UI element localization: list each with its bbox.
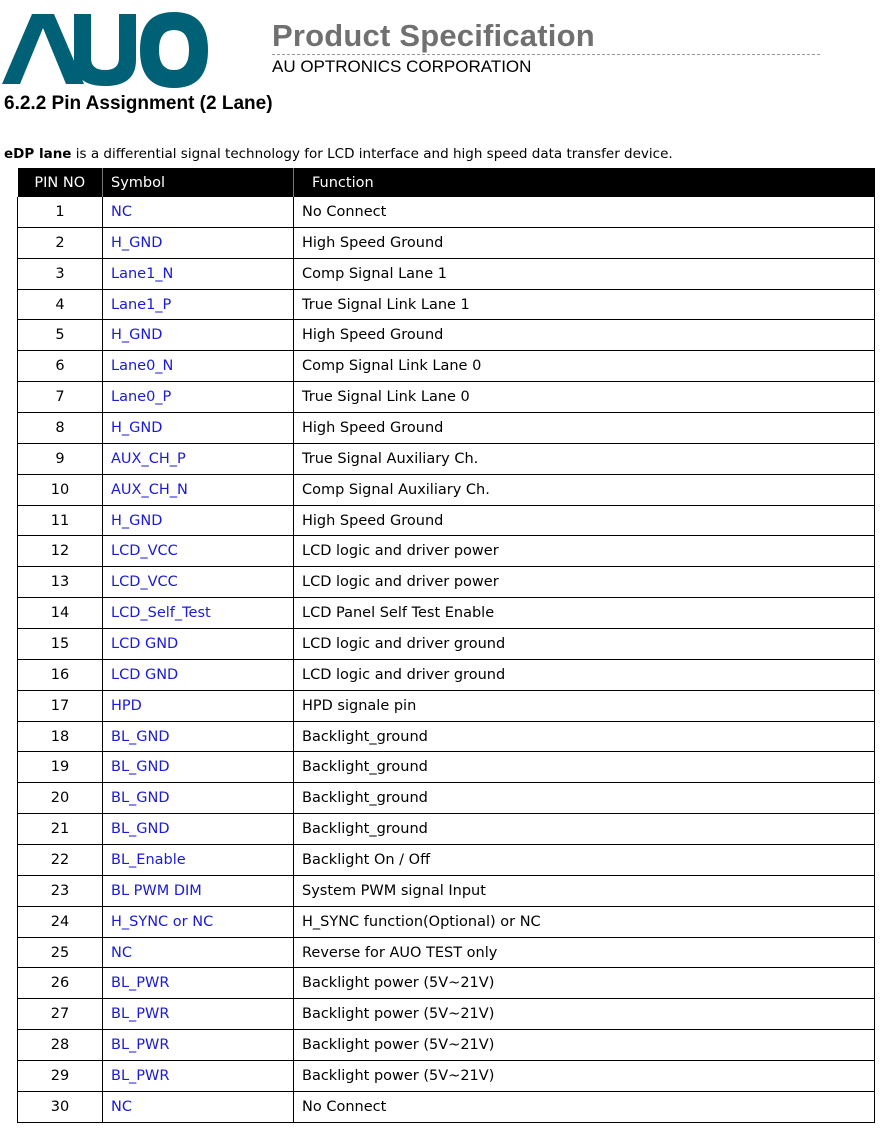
function-cell: High Speed Ground bbox=[294, 505, 875, 536]
symbol-cell: HPD bbox=[103, 690, 294, 721]
pin-number-cell: 16 bbox=[18, 659, 103, 690]
table-row bbox=[18, 999, 875, 1030]
function-cell: Backlight_ground bbox=[294, 752, 875, 783]
table-row bbox=[18, 474, 875, 505]
function-cell: Backlight_ground bbox=[294, 783, 875, 814]
table-row bbox=[18, 690, 875, 721]
pin-number-cell: 22 bbox=[18, 845, 103, 876]
pin-number-cell: 15 bbox=[18, 629, 103, 660]
symbol-cell: NC bbox=[103, 1091, 294, 1122]
symbol-cell: BL_PWR bbox=[103, 1030, 294, 1061]
header-divider bbox=[272, 54, 820, 55]
pin-number-cell: 17 bbox=[18, 690, 103, 721]
product-specification-title: Product Specification bbox=[272, 18, 595, 53]
function-cell: LCD Panel Self Test Enable bbox=[294, 598, 875, 629]
pin-number-cell: 6 bbox=[18, 351, 103, 382]
symbol-cell: LCD GND bbox=[103, 659, 294, 690]
pin-number-cell: 3 bbox=[18, 258, 103, 289]
symbol-cell: BL_PWR bbox=[103, 999, 294, 1030]
pin-number-cell: 25 bbox=[18, 937, 103, 968]
pin-number-cell: 28 bbox=[18, 1030, 103, 1061]
symbol-cell: AUX_CH_P bbox=[103, 443, 294, 474]
function-cell: High Speed Ground bbox=[294, 413, 875, 444]
function-cell: Backlight power (5V~21V) bbox=[294, 1030, 875, 1061]
pin-number-cell: 8 bbox=[18, 413, 103, 444]
header-function: Function bbox=[294, 168, 875, 197]
pin-number-cell: 4 bbox=[18, 289, 103, 320]
function-cell: No Connect bbox=[294, 1091, 875, 1122]
pin-number-cell: 18 bbox=[18, 721, 103, 752]
pin-number-cell: 30 bbox=[18, 1091, 103, 1122]
table-row bbox=[18, 567, 875, 598]
function-cell: Backlight_ground bbox=[294, 814, 875, 845]
function-cell: Comp Signal Link Lane 0 bbox=[294, 351, 875, 382]
section-title: 6.2.2 Pin Assignment (2 Lane) bbox=[4, 93, 273, 114]
table-row bbox=[18, 752, 875, 783]
table-row bbox=[18, 968, 875, 999]
function-cell: Backlight power (5V~21V) bbox=[294, 999, 875, 1030]
pin-number-cell: 2 bbox=[18, 227, 103, 258]
header-symbol: Symbol bbox=[103, 168, 294, 197]
symbol-cell: H_GND bbox=[103, 227, 294, 258]
symbol-cell: BL_Enable bbox=[103, 845, 294, 876]
symbol-cell: H_SYNC or NC bbox=[103, 906, 294, 937]
function-cell: LCD logic and driver power bbox=[294, 536, 875, 567]
table-row bbox=[18, 875, 875, 906]
symbol-cell: BL_PWR bbox=[103, 1061, 294, 1092]
table-row bbox=[18, 197, 875, 227]
symbol-cell: Lane1_N bbox=[103, 258, 294, 289]
symbol-cell: LCD GND bbox=[103, 629, 294, 660]
function-cell: True Signal Link Lane 1 bbox=[294, 289, 875, 320]
pin-number-cell: 7 bbox=[18, 382, 103, 413]
table-row bbox=[18, 536, 875, 567]
symbol-cell: Lane0_N bbox=[103, 351, 294, 382]
function-cell: High Speed Ground bbox=[294, 320, 875, 351]
symbol-cell: NC bbox=[103, 197, 294, 227]
pin-number-cell: 24 bbox=[18, 906, 103, 937]
table-row bbox=[18, 289, 875, 320]
function-cell: Comp Signal Lane 1 bbox=[294, 258, 875, 289]
function-cell: Backlight On / Off bbox=[294, 845, 875, 876]
symbol-cell: LCD_Self_Test bbox=[103, 598, 294, 629]
pin-number-cell: 27 bbox=[18, 999, 103, 1030]
symbol-cell: BL_GND bbox=[103, 814, 294, 845]
symbol-cell: H_GND bbox=[103, 413, 294, 444]
table-row bbox=[18, 783, 875, 814]
pin-number-cell: 20 bbox=[18, 783, 103, 814]
function-cell: True Signal Link Lane 0 bbox=[294, 382, 875, 413]
function-cell: LCD logic and driver ground bbox=[294, 659, 875, 690]
table-row bbox=[18, 629, 875, 660]
function-cell: Backlight_ground bbox=[294, 721, 875, 752]
function-cell: H_SYNC function(Optional) or NC bbox=[294, 906, 875, 937]
function-cell: System PWM signal Input bbox=[294, 875, 875, 906]
symbol-cell: AUX_CH_N bbox=[103, 474, 294, 505]
table-row bbox=[18, 906, 875, 937]
function-cell: True Signal Auxiliary Ch. bbox=[294, 443, 875, 474]
pin-number-cell: 26 bbox=[18, 968, 103, 999]
table-row bbox=[18, 814, 875, 845]
function-cell: High Speed Ground bbox=[294, 227, 875, 258]
table-row bbox=[18, 320, 875, 351]
function-cell: LCD logic and driver power bbox=[294, 567, 875, 598]
auo-logo bbox=[2, 10, 210, 88]
symbol-cell: Lane0_P bbox=[103, 382, 294, 413]
intro-bold-term: eDP lane bbox=[4, 146, 72, 162]
header-pin-no: PIN NO bbox=[18, 168, 103, 197]
symbol-cell: NC bbox=[103, 937, 294, 968]
function-cell: Comp Signal Auxiliary Ch. bbox=[294, 474, 875, 505]
table-row bbox=[18, 382, 875, 413]
pin-number-cell: 9 bbox=[18, 443, 103, 474]
pin-number-cell: 13 bbox=[18, 567, 103, 598]
pin-number-cell: 11 bbox=[18, 505, 103, 536]
intro-text: is a differential signal technology for LCD interface and high speed data transfer device. bbox=[71, 146, 673, 162]
pin-number-cell: 23 bbox=[18, 875, 103, 906]
function-cell: Backlight power (5V~21V) bbox=[294, 968, 875, 999]
function-cell: No Connect bbox=[294, 197, 875, 227]
symbol-cell: BL PWM DIM bbox=[103, 875, 294, 906]
pin-number-cell: 29 bbox=[18, 1061, 103, 1092]
symbol-cell: BL_GND bbox=[103, 783, 294, 814]
function-cell: Backlight power (5V~21V) bbox=[294, 1061, 875, 1092]
pin-number-cell: 1 bbox=[18, 197, 103, 227]
table-header-row bbox=[18, 168, 875, 197]
symbol-cell: LCD_VCC bbox=[103, 567, 294, 598]
intro-paragraph bbox=[4, 146, 673, 162]
table-row bbox=[18, 227, 875, 258]
pin-assignment-table bbox=[17, 168, 875, 1123]
pin-number-cell: 5 bbox=[18, 320, 103, 351]
symbol-cell: BL_GND bbox=[103, 721, 294, 752]
symbol-cell: H_GND bbox=[103, 320, 294, 351]
pin-number-cell: 14 bbox=[18, 598, 103, 629]
table-row bbox=[18, 937, 875, 968]
company-name: AU OPTRONICS CORPORATION bbox=[272, 57, 532, 76]
table-row bbox=[18, 258, 875, 289]
table-row bbox=[18, 845, 875, 876]
function-cell: LCD logic and driver ground bbox=[294, 629, 875, 660]
table-row bbox=[18, 1061, 875, 1092]
table-row bbox=[18, 351, 875, 382]
function-cell: HPD signale pin bbox=[294, 690, 875, 721]
table-row bbox=[18, 659, 875, 690]
symbol-cell: BL_GND bbox=[103, 752, 294, 783]
symbol-cell: LCD_VCC bbox=[103, 536, 294, 567]
table-row bbox=[18, 413, 875, 444]
pin-number-cell: 19 bbox=[18, 752, 103, 783]
pin-number-cell: 10 bbox=[18, 474, 103, 505]
table-row bbox=[18, 721, 875, 752]
symbol-cell: Lane1_P bbox=[103, 289, 294, 320]
table-row bbox=[18, 1091, 875, 1122]
table-row bbox=[18, 1030, 875, 1061]
function-cell: Reverse for AUO TEST only bbox=[294, 937, 875, 968]
table-row bbox=[18, 443, 875, 474]
pin-number-cell: 12 bbox=[18, 536, 103, 567]
table-row bbox=[18, 598, 875, 629]
table-row bbox=[18, 505, 875, 536]
symbol-cell: H_GND bbox=[103, 505, 294, 536]
symbol-cell: BL_PWR bbox=[103, 968, 294, 999]
pin-number-cell: 21 bbox=[18, 814, 103, 845]
